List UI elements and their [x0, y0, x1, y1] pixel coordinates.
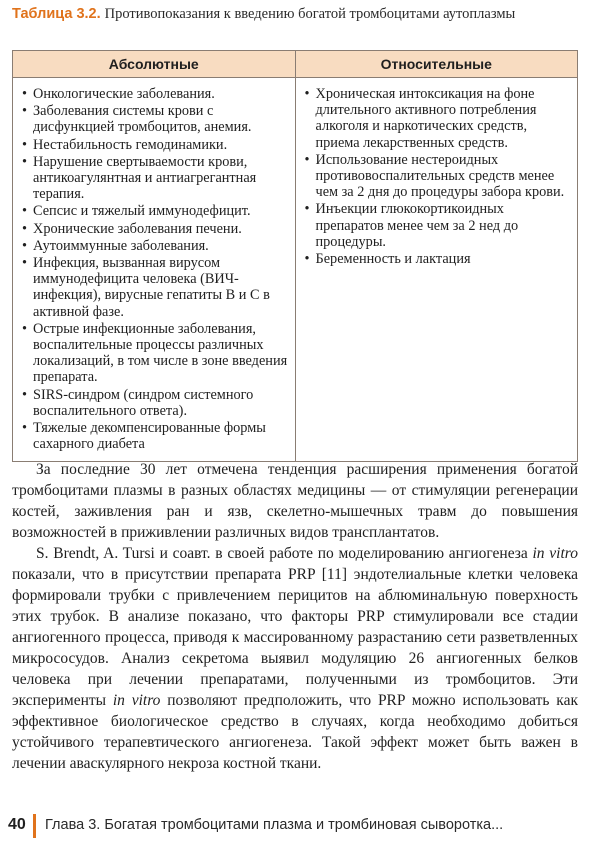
page-footer — [0, 812, 590, 842]
relative-list — [304, 86, 572, 267]
paragraph-2-part-b: показали, что в присутствии препарата PRP [11] эндотелиальные клетки человека формировали трубки с привлечением перицитов на аблюминальную поверхность этих трубок. В анализе показано, что факторы PRP стимулировали все стадии ангиогенного процесса, приводя к массированному разрастанию сети разветвленных микрососудов. Анализ секретома выявил модуляцию 26 ангиогенных белков человека при лечении препаратами, полученными из тромбоцитов. Эти эксперименты — [12, 566, 578, 709]
paragraph-2-italic-2: in vitro — [112, 692, 161, 709]
header-relative: Относительные — [295, 51, 578, 78]
body-text — [12, 459, 578, 774]
relative-cell — [295, 78, 578, 462]
paragraph-2-part-a: S. Brendt, A. Tursi и соавт. в своей работе по моделированию ангиогенеза — [36, 545, 533, 562]
paragraph-2 — [12, 543, 578, 774]
chapter-title: Глава 3. Богатая тромбоцитами плазма и тромбиновая сыворотка... — [45, 817, 504, 833]
list-item: • Нарушение свертываемости крови, антикоагулянтная и антиагрегантная терапия. — [21, 154, 289, 203]
paragraph-2-italic-1: in vitro — [532, 545, 578, 562]
list-item: • SIRS-синдром (синдром системного воспалительного ответа). — [21, 387, 289, 419]
list-item: • Инъекции глюкокортикоидных препаратов менее чем за 2 нед до процедуры. — [304, 201, 572, 250]
page-number: 40 — [8, 816, 26, 833]
contraindications-table — [12, 50, 578, 462]
absolute-list — [21, 86, 289, 452]
list-item: • Сепсис и тяжелый иммунодефицит. — [21, 203, 289, 219]
table-caption — [12, 6, 572, 23]
list-item: • Инфекция, вызванная вирусом иммунодефицита человека (ВИЧ-инфекция), вирусные гепатиты В и С в активной фазе. — [21, 255, 289, 320]
list-item: • Острые инфекционные заболевания, воспалительные процессы различных локализаций, в том числе в зоне введения препарата. — [21, 321, 289, 386]
list-item: • Заболевания системы крови с дисфункцией тромбоцитов, анемия. — [21, 103, 289, 135]
footer-divider — [33, 814, 36, 838]
table-caption-label: Таблица 3.2. — [12, 6, 101, 22]
list-item: • Онкологические заболевания. — [21, 86, 289, 102]
list-item: • Нестабильность гемодинамики. — [21, 137, 289, 153]
list-item: • Тяжелые декомпенсированные формы сахарного диабета — [21, 420, 289, 452]
list-item: • Хроническая интоксикация на фоне длительного активного потребления алкоголя и наркотических средств, приема лекарственных средств. — [304, 86, 572, 151]
list-item: • Аутоиммунные заболевания. — [21, 238, 289, 254]
header-absolute: Абсолютные — [13, 51, 296, 78]
list-item: • Беременность и лактация — [304, 251, 572, 267]
absolute-cell — [13, 78, 296, 462]
table-caption-text: Противопоказания к введению богатой тромбоцитами аутоплазмы — [104, 6, 516, 22]
list-item: • Использование нестероидных противовоспалительных средств менее чем за 2 дня до процедуры забора крови. — [304, 152, 572, 201]
paragraph-1: За последние 30 лет отмечена тенденция расширения применения богатой тромбоцитами плазмы в разных областях медицины — от стимуляции регенерации костей, заживления ран и язв, скелетно-мышечных травм до повышения возможностей в приживлении различных видов трансплантатов. — [12, 461, 578, 541]
list-item: • Хронические заболевания печени. — [21, 221, 289, 237]
paragraph-2-part-c: позволяют предположить, что PRP можно использовать как эффективное биологическое средство в случаях, когда необходимо добиться устойчивого терапевтического ангиогенеза. Такой эффект может быть важен в лечении аваскулярного некроза костной ткани. — [12, 692, 578, 772]
